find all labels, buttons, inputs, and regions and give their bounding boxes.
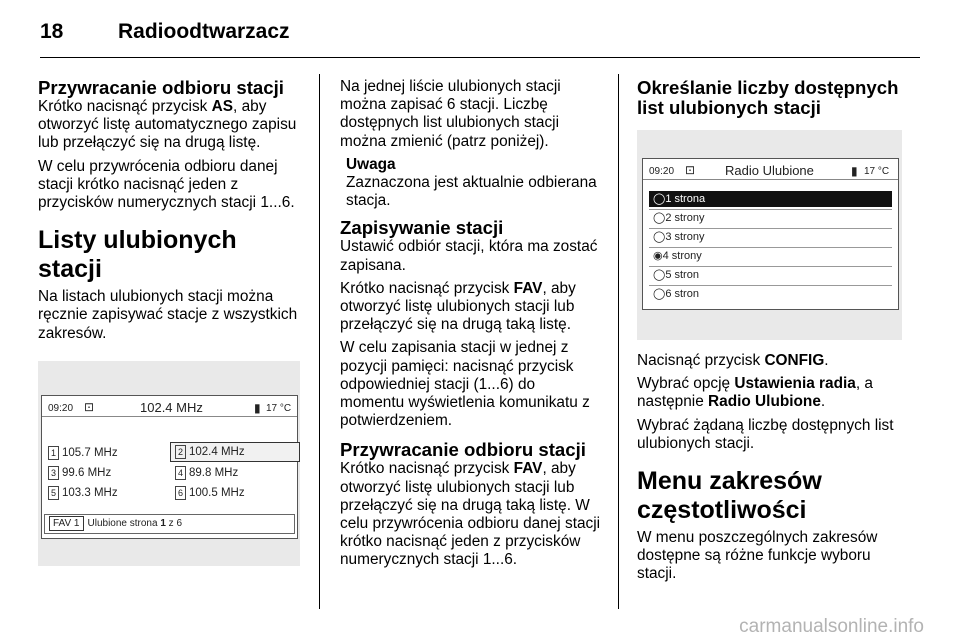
- list-item: ◯1 strona: [649, 191, 892, 207]
- list-item: ◯2 strony: [653, 212, 705, 224]
- paragraph: W menu poszczególnych zakresów dostępne są różne funkcje wyboru stacji.: [637, 529, 878, 583]
- paragraph: Ustawić odbiór stacji, która ma zostać zapisana.: [340, 238, 598, 274]
- paragraph: Krótko nacisnąć przycisk FAV, aby otworzyć listę ulubionych stacji lub przełączyć się na drugą taką listę. W celu przywrócenia odbioru danej stacji krótko nacisnąć jeden z przycisków numerycznych stacji 1...6.: [340, 460, 601, 569]
- status-bar: [643, 159, 898, 180]
- preset-5: 5 103.3 MHz: [48, 484, 118, 502]
- radio-screen: [41, 395, 298, 539]
- current-frequency: 102.4 MHz: [140, 399, 203, 415]
- preset-4: 4 89.8 MHz: [175, 464, 238, 482]
- thermometer-icon: ▮: [254, 400, 261, 415]
- paragraph: Wybrać żądaną liczbę dostępnych list ulubionych stacji.: [637, 416, 894, 452]
- watermark: carmanualsonline.info: [739, 616, 924, 637]
- page-number: 18: [40, 20, 64, 43]
- paragraph: W celu przywrócenia odbioru danej stacji krótko nacisnąć jeden z przycisków numerycznych stacji 1...6.: [38, 157, 295, 212]
- paragraph: Krótko nacisnąć przycisk AS, aby otworzyć listę automatycznego zapisu lub przełączyć się na drugą listę.: [38, 98, 297, 152]
- status-bar: [42, 396, 297, 417]
- fav-button: FAV 1: [49, 516, 84, 531]
- radio-display-figure: [38, 361, 300, 566]
- temperature: 17 °C: [864, 166, 890, 177]
- section-heading: Określanie liczby dostępnych list ulubionych stacji: [637, 77, 899, 118]
- column-divider: [319, 74, 320, 609]
- favorites-settings-figure: [637, 130, 902, 340]
- note: [340, 156, 602, 211]
- preset-3: 3 99.6 MHz: [48, 464, 111, 482]
- column-divider: [618, 74, 619, 609]
- preset-1: 1 105.7 MHz: [48, 444, 118, 462]
- preset-6: 6 100.5 MHz: [175, 484, 245, 502]
- list-item: ◯6 stron: [653, 288, 699, 300]
- note-text: Zaznaczona jest aktualnie odbierana stacja.: [346, 174, 597, 210]
- paragraph: Na listach ulubionych stacji można ręcznie zapisywać stacje z wszystkich zakresów.: [38, 288, 298, 342]
- section-heading: Przywracanie odbioru stacji: [38, 77, 284, 98]
- chapter-heading: Menu zakresów częstotliwości: [637, 467, 822, 525]
- radio-icon: ⊡: [84, 399, 95, 414]
- list-item: ◯3 strony: [653, 231, 705, 243]
- favorites-footer: FAV 1 Ulubione strona 1 z 6: [44, 514, 295, 534]
- list-item: ◉4 strony: [653, 250, 702, 262]
- chapter-heading: Listy ulubionych stacji: [38, 226, 237, 284]
- temperature: 17 °C: [266, 402, 292, 414]
- header-rule: [40, 57, 920, 58]
- thermometer-icon: ▮: [851, 164, 858, 178]
- paragraph: Wybrać opcję Ustawienia radia, a następnie Radio Ulubione.: [637, 375, 873, 411]
- preset-2: 2 102.4 MHz: [170, 442, 300, 462]
- paragraph: Krótko nacisnąć przycisk FAV, aby otworzyć listę ulubionych stacji lub przełączyć się na drugą taką listę.: [340, 279, 576, 334]
- paragraph: Nacisnąć przycisk CONFIG.: [637, 352, 829, 369]
- clock: 09:20: [649, 166, 675, 177]
- column-2: [340, 78, 602, 575]
- radio-favorites-screen: [642, 158, 899, 310]
- list-item: ◯5 stron: [653, 269, 699, 281]
- radio-icon: ⊡: [685, 163, 696, 177]
- paragraph: Na jednej liście ulubionych stacji można zapisać 6 stacji. Liczbę dostępnych list ulubionych stacji można zmienić (patrz poniżej).: [340, 78, 561, 150]
- clock: 09:20: [48, 402, 74, 414]
- screen-title: Radio Ulubione: [725, 163, 814, 178]
- note-label: Uwaga: [346, 155, 396, 173]
- column-3: [637, 78, 907, 589]
- paragraph: W celu zapisania stacji w jednej z pozycji pamięci: nacisnąć przycisk odpowiedniej stacji (1...6) do momentu wyświetlenia komunikatu z potwierdzeniem.: [340, 339, 590, 430]
- section-heading: Zapisywanie stacji: [340, 217, 504, 239]
- section-heading: Przywracanie odbioru stacji: [340, 439, 586, 461]
- column-1: [38, 78, 300, 566]
- chapter-title: Radioodtwarzacz: [118, 20, 290, 43]
